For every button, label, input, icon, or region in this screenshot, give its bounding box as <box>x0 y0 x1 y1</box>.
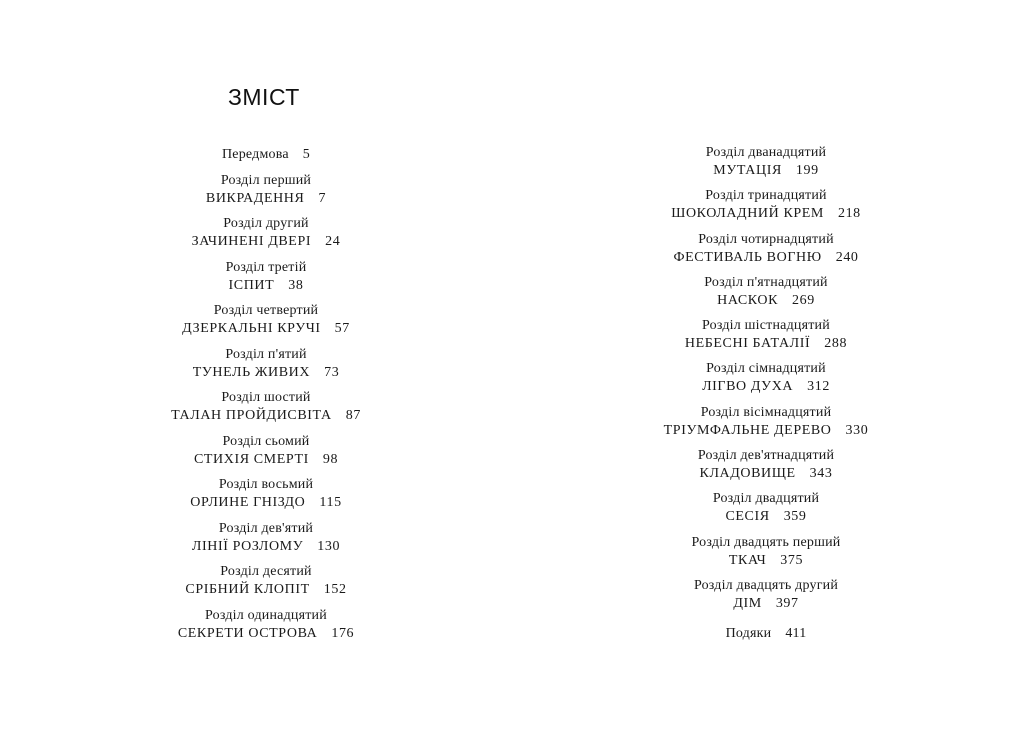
chapter-page-number: 240 <box>835 249 859 265</box>
chapter-title-line <box>626 249 906 267</box>
chapter-page-number: 87 <box>345 408 361 423</box>
chapter-page-number: 57 <box>334 321 350 336</box>
chapter-page-number: 375 <box>780 552 804 568</box>
chapter-title: ЗАЧИНЕНІ ДВЕРІ <box>191 234 312 249</box>
chapter-page-number: 218 <box>837 206 861 222</box>
chapter-page-number: 176 <box>331 625 355 641</box>
toc-chapter-entry[interactable] <box>626 360 906 396</box>
toc-entry-preface[interactable] <box>126 146 406 164</box>
toc-chapter-entry[interactable] <box>126 215 406 251</box>
chapter-title-line <box>626 508 906 526</box>
chapter-title-line <box>626 292 906 310</box>
chapter-title: ДІМ <box>733 595 762 611</box>
chapter-title: СРІБНИЙ КЛОПІТ <box>185 582 310 597</box>
chapter-title-line <box>126 190 406 208</box>
chapter-title-line <box>126 407 406 425</box>
chapter-label: Розділ п'ятий <box>225 346 307 362</box>
chapter-title-line <box>626 595 906 613</box>
acknowledgements-label: Подяки <box>725 625 772 641</box>
toc-left-column <box>126 146 406 650</box>
toc-chapter-entry[interactable] <box>626 577 906 613</box>
toc-chapter-entry[interactable] <box>626 534 906 570</box>
chapter-page-number: 359 <box>783 509 807 525</box>
chapter-title-line <box>126 277 406 295</box>
chapter-label: Розділ дванадцятий <box>705 145 827 160</box>
chapter-page-number: 130 <box>317 538 341 554</box>
chapter-page-number: 330 <box>845 422 869 438</box>
chapter-title: ОРЛИНЕ ГНІЗДО <box>190 495 306 510</box>
chapter-title: КЛАДОВИЩЕ <box>699 466 796 482</box>
chapter-title: НЕБЕСНІ БАТАЛІЇ <box>684 336 811 352</box>
toc-chapter-entry[interactable] <box>126 476 406 512</box>
chapter-page-number: 312 <box>807 379 830 395</box>
chapter-label: Розділ одинадцятий <box>205 607 327 623</box>
acknowledgements-page: 411 <box>785 625 807 641</box>
toc-chapter-entry[interactable] <box>126 259 406 295</box>
toc-chapter-entry[interactable] <box>626 274 906 310</box>
toc-chapter-entry[interactable] <box>126 433 406 469</box>
toc-chapter-entry[interactable] <box>126 563 406 599</box>
chapter-page-number: 73 <box>324 364 340 380</box>
chapter-label: Розділ третій <box>225 259 307 275</box>
chapter-title-line <box>626 422 906 440</box>
chapter-page-number: 288 <box>824 336 848 352</box>
chapter-label: Розділ вісімнадцятий <box>700 404 832 420</box>
chapter-label: Розділ другий <box>223 216 309 231</box>
chapter-title-line <box>126 233 406 251</box>
chapter-label: Розділ двадцятий <box>712 491 820 507</box>
chapter-title-line <box>126 320 406 338</box>
chapter-title-line <box>126 625 406 643</box>
chapter-title: СЕСІЯ <box>725 509 770 525</box>
chapter-label: Розділ перший <box>220 172 312 188</box>
chapter-title: НАСКОК <box>717 292 779 308</box>
chapter-label: Розділ восьмий <box>218 477 314 492</box>
chapter-title-line <box>626 552 906 570</box>
chapter-label: Розділ сімнадцятий <box>706 361 826 377</box>
chapter-page-number: 199 <box>795 163 819 178</box>
chapter-title-line <box>126 364 406 382</box>
chapter-title: ІСПИТ <box>228 277 275 293</box>
chapter-title-line <box>626 205 906 223</box>
chapter-title: ТКАЧ <box>728 552 767 568</box>
toc-heading: ЗМІСТ <box>228 84 300 110</box>
chapter-title: СТИХІЯ СМЕРТІ <box>193 451 309 467</box>
chapter-label: Розділ четвертий <box>213 303 319 318</box>
toc-chapter-entry[interactable] <box>626 447 906 483</box>
preface-label: Передмова <box>222 147 289 162</box>
chapter-page-number: 38 <box>288 277 304 293</box>
chapter-title-line <box>126 581 406 599</box>
toc-chapter-entry[interactable] <box>626 187 906 223</box>
toc-chapter-entry[interactable] <box>126 346 406 382</box>
toc-chapter-entry[interactable] <box>626 144 906 180</box>
chapter-title-line <box>626 335 906 353</box>
chapter-title: ТАЛАН ПРОЙДИСВІТА <box>171 408 332 423</box>
chapter-page-number: 152 <box>323 582 347 597</box>
chapter-title: ВИКРАДЕННЯ <box>205 190 305 206</box>
chapter-title-line <box>126 451 406 469</box>
toc-chapter-entry[interactable] <box>126 607 406 643</box>
chapter-label: Розділ десятий <box>220 564 312 579</box>
chapter-page-number: 343 <box>809 466 833 482</box>
chapter-label: Розділ тринадцятий <box>705 188 827 204</box>
chapter-page-number: 24 <box>325 234 341 249</box>
chapter-label: Розділ двадцять другий <box>693 577 839 593</box>
toc-chapter-entry[interactable] <box>126 520 406 556</box>
toc-chapter-entry[interactable] <box>126 389 406 425</box>
preface-page: 5 <box>302 147 310 162</box>
chapter-page-number: 269 <box>792 292 815 308</box>
chapter-label: Розділ двадцять перший <box>691 534 841 550</box>
chapter-page-number: 98 <box>322 451 339 467</box>
chapter-title-line <box>626 378 906 396</box>
chapter-title: ЛІГВО ДУХА <box>702 379 794 395</box>
chapter-title-line <box>626 162 906 180</box>
chapter-label: Розділ сьомий <box>222 433 310 449</box>
chapter-title: ШОКОЛАДНИЙ КРЕМ <box>671 206 824 222</box>
chapter-title: ТРІУМФАЛЬНЕ ДЕРЕВО <box>663 422 832 438</box>
chapter-label: Розділ дев'ятнадцятий <box>697 448 835 464</box>
chapter-title-line <box>626 465 906 483</box>
chapter-page-number: 397 <box>775 595 799 611</box>
toc-chapter-entry[interactable] <box>626 490 906 526</box>
chapter-title: ЛІНІЇ РОЗЛОМУ <box>191 538 304 554</box>
chapter-title: ФЕСТИВАЛЬ ВОГНЮ <box>673 249 822 265</box>
chapter-title: СЕКРЕТИ ОСТРОВА <box>177 625 318 641</box>
toc-right-column <box>626 144 906 650</box>
chapter-title: ТУНЕЛЬ ЖИВИХ <box>192 364 311 380</box>
chapter-label: Розділ дев'ятий <box>218 520 314 536</box>
toc-chapter-entry[interactable] <box>626 231 906 267</box>
toc-chapter-entry[interactable] <box>626 317 906 353</box>
chapter-label: Розділ чотирнадцятий <box>698 231 834 247</box>
chapter-title-line <box>126 538 406 556</box>
toc-entry-acknowledgements[interactable] <box>626 625 906 643</box>
chapter-title-line <box>126 494 406 512</box>
chapter-label: Розділ п'ятнадцятий <box>704 274 828 290</box>
chapter-title: МУТАЦІЯ <box>713 163 782 178</box>
chapter-title: ДЗЕРКАЛЬНІ КРУЧІ <box>182 321 321 336</box>
toc-chapter-entry[interactable] <box>626 404 906 440</box>
chapter-label: Розділ шостий <box>221 390 311 405</box>
chapter-page-number: 115 <box>319 495 342 510</box>
chapter-label: Розділ шістнадцятий <box>702 318 830 334</box>
toc-chapter-entry[interactable] <box>126 302 406 338</box>
toc-chapter-entry[interactable] <box>126 172 406 208</box>
chapter-page-number: 7 <box>318 190 327 206</box>
